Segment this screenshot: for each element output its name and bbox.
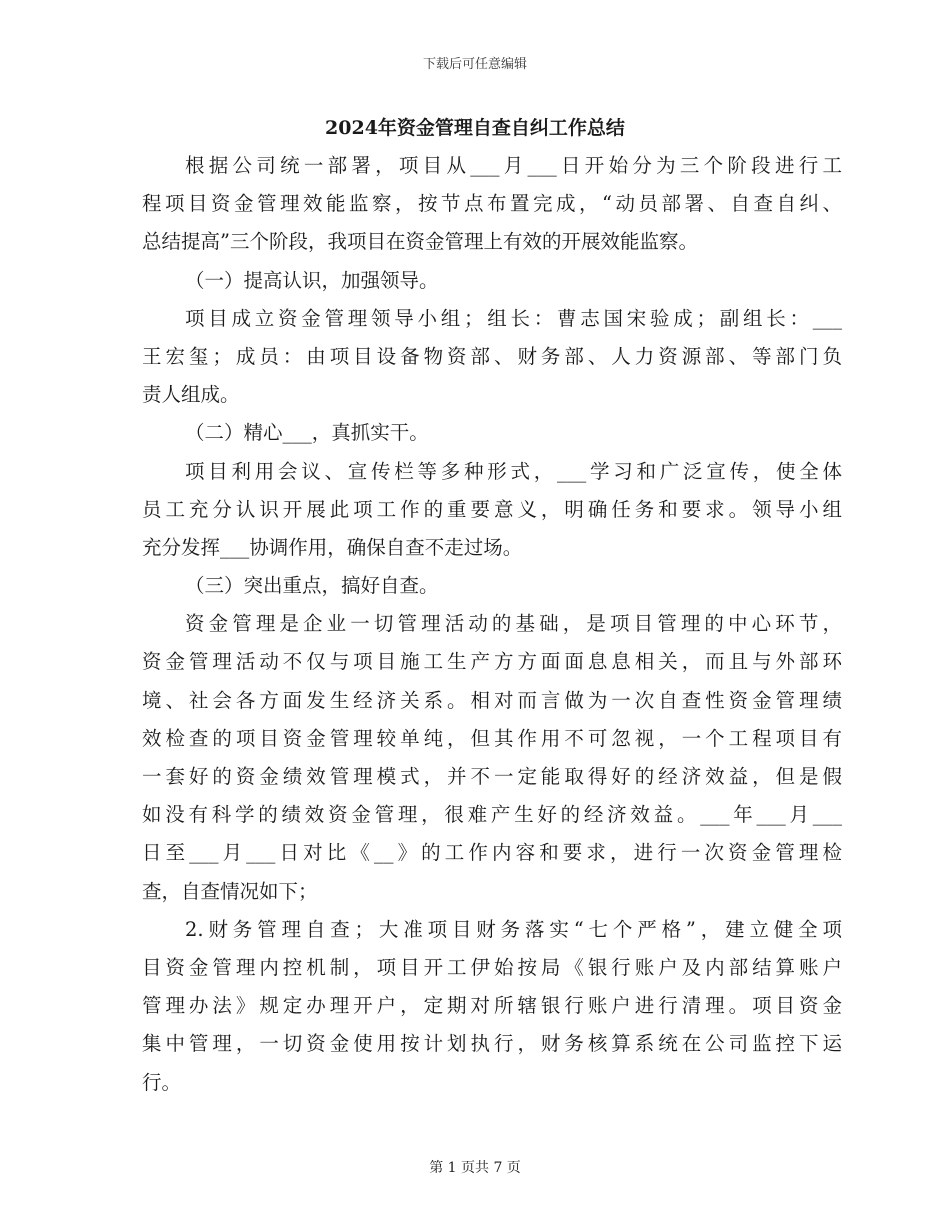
text-line: 如没有科学的绩效资金管理，很难产生好的经济效益。___年___月___ — [142, 803, 842, 827]
document-title: 2024年资金管理自查自纠工作总结 — [325, 117, 625, 139]
text-line: （二）精心___，真抓实干。 — [185, 421, 429, 445]
text-line: 项目成立资金管理领导小组；组长：曹志国宋验成；副组长：___ — [185, 306, 842, 330]
section-heading-2 — [142, 414, 842, 452]
text-line: （一）提高认识，加强领导。 — [185, 268, 439, 292]
text-line: 日至___月___日对比《__》的工作内容和要求，进行一次资金管理检 — [142, 841, 842, 865]
publicity-paragraph — [142, 453, 842, 568]
text-line: 2.财务管理自查；大准项目财务落实“七个严格”，建立健全项 — [185, 917, 842, 941]
leadership-paragraph — [142, 300, 842, 415]
text-line: 管理办法》规定办理开户，定期对所辖银行账户进行清理。项目资金 — [142, 994, 842, 1018]
text-line: 充分发挥___协调作用，确保自查不走过场。 — [142, 535, 523, 559]
text-line: 根据公司统一部署，项目从___月___日开始分为三个阶段进行工 — [185, 154, 842, 177]
text-line: 王宏玺；成员：由项目设备物资部、财务部、人力资源部、等部门负 — [142, 344, 842, 368]
text-line: 资金管理活动不仅与项目施工生产方方面面息息相关，而且与外部环 — [142, 650, 842, 674]
text-line: 查，自查情况如下； — [142, 879, 318, 903]
text-line: （三）突出重点，搞好自查。 — [185, 574, 439, 598]
text-line: 目资金管理内控机制，项目开工伊始按局《银行账户及内部结算账户 — [142, 955, 842, 979]
intro-paragraph — [142, 147, 842, 262]
text-line: 行。 — [142, 1070, 182, 1094]
text-line: 项目利用会议、宣传栏等多种形式，___学习和广泛宣传，使全体 — [185, 459, 842, 483]
header-note: 下载后可任意编辑 — [422, 57, 527, 72]
fund-management-paragraph — [142, 605, 842, 911]
text-line: 资金管理是企业一切管理活动的基础，是项目管理的中心环节， — [185, 612, 842, 636]
text-line: 一套好的资金绩效管理模式，并不一定能取得好的经济效益，但是假 — [142, 765, 842, 788]
finance-selfcheck-paragraph — [142, 911, 842, 1102]
text-line: 员工充分认识开展此项工作的重要意义，明确任务和要求。领导小组 — [142, 497, 842, 521]
text-line: 境、社会各方面发生经济关系。相对而言做为一次自查性资金管理绩 — [142, 688, 842, 712]
document-body — [142, 147, 842, 1102]
page-footer: 第 1 页共 7 页 — [429, 1160, 521, 1176]
text-line: 效检查的项目资金管理较单纯，但其作用不可忽视，一个工程项目有 — [142, 726, 842, 750]
section-heading-3 — [142, 567, 842, 605]
text-line: 总结提高”三个阶段，我项目在资金管理上有效的开展效能监察。 — [142, 230, 698, 254]
text-line: 程项目资金管理效能监察，按节点布置完成，“动员部署、自查自纠、 — [142, 192, 842, 216]
text-line: 集中管理，一切资金使用按计划执行，财务核算系统在公司监控下运 — [142, 1032, 842, 1056]
section-heading-1 — [142, 262, 842, 300]
text-line: 责人组成。 — [142, 383, 240, 407]
